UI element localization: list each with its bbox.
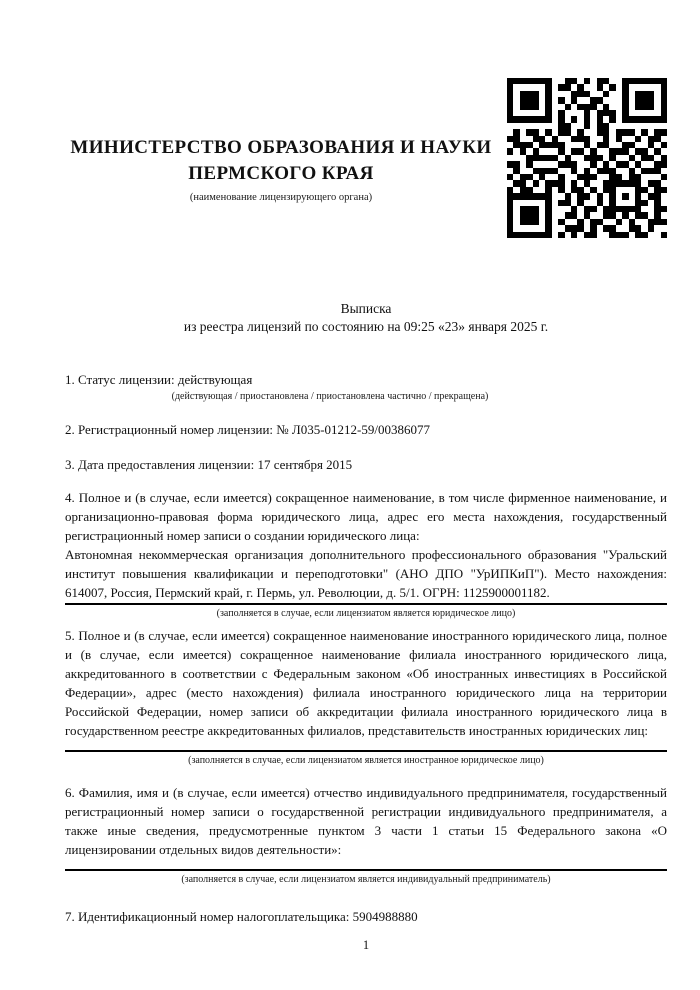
item-legal-entity-question: 4. Полное и (в случае, если имеется) сокращенное наименование, в том числе фирменное наименование, и организационно-правовая форма юридического лица, адрес его места нахождения, государственный регистрационный номер записи о создании юридического лица: bbox=[65, 490, 667, 543]
foreign-entity-blank-field bbox=[65, 740, 667, 752]
license-status-options-caption: (действующая / приостановлена / приостановлена частично / прекращена) bbox=[171, 391, 489, 402]
entrepreneur-blank-field bbox=[65, 859, 667, 871]
document-header bbox=[65, 0, 667, 238]
legal-entity-answer: Автономная некоммерческая организация дополнительного профессионального образования "Уральский институт повышения квалификации и переподготовки" (АНО ДПО "УрИПКиП"). Место нахождения: 614007, Россия, Пермский край, г. Пермь, ул. Революции, д. 5/1. ОГРН: 1125900001182. bbox=[65, 545, 667, 605]
foreign-entity-caption: (заполняется в случае, если лицензиатом является иностранное юридическое лицо) bbox=[188, 755, 544, 766]
licensing-authority-caption: (наименование лицензирующего органа) bbox=[189, 192, 373, 203]
item-taxpayer-number: 7. Идентификационный номер налогоплательщика: 5904988880 bbox=[65, 909, 418, 924]
item-foreign-entity-question: 5. Полное и (в случае, если имеется) сокращенное наименование иностранного юридического лица, полное и (в случае, если имеется) сокращенное наименование филиала иностранного юридического лица, аккредитованного в соответствии с Федеральным законом «Об иностранных инвестициях в Российской Федерации», адрес (место нахождения) филиала иностранного юридического лица на территории Российской Федерации, номер записи об аккредитации филиала иностранного юридического лица в государственном реестре аккредитованных филиалов, представительств иностранных юридических лиц: bbox=[65, 628, 667, 738]
ministry-name-line1: МИНИСТЕРСТВО ОБРАЗОВАНИЯ И НАУКИ bbox=[70, 137, 492, 158]
legal-entity-caption: (заполняется в случае, если лицензиатом является юридическое лицо) bbox=[216, 608, 516, 619]
licensing-authority-block bbox=[65, 78, 507, 203]
entrepreneur-caption: (заполняется в случае, если лицензиатом является индивидуальный предприниматель) bbox=[181, 874, 551, 885]
item-license-grant-date: 3. Дата предоставления лицензии: 17 сентября 2015 bbox=[65, 457, 353, 472]
item-registration-number: 2. Регистрационный номер лицензии: № Л035-01212-59/00386077 bbox=[65, 422, 431, 437]
item-license-status: 1. Статус лицензии: действующая bbox=[65, 372, 253, 387]
page-number: 1 bbox=[362, 938, 370, 952]
document-title: Выписка bbox=[340, 301, 392, 316]
document-subtitle: из реестра лицензий по состоянию на 09:25 «23» января 2025 г. bbox=[183, 318, 549, 334]
document-title-block bbox=[65, 300, 667, 335]
item-entrepreneur-question: 6. Фамилия, имя и (в случае, если имеется) отчество индивидуального предпринимателя, государственный регистрационный номер записи о государственной регистрации индивидуального предпринимателя, а также иные сведения, предусмотренные пунктом 3 части 1 статьи 15 Федерального закона «О лицензировании отдельных видов деятельности»: bbox=[65, 785, 667, 857]
qr-code-icon bbox=[507, 78, 667, 238]
ministry-name-line2: ПЕРМСКОГО КРАЯ bbox=[188, 163, 374, 184]
